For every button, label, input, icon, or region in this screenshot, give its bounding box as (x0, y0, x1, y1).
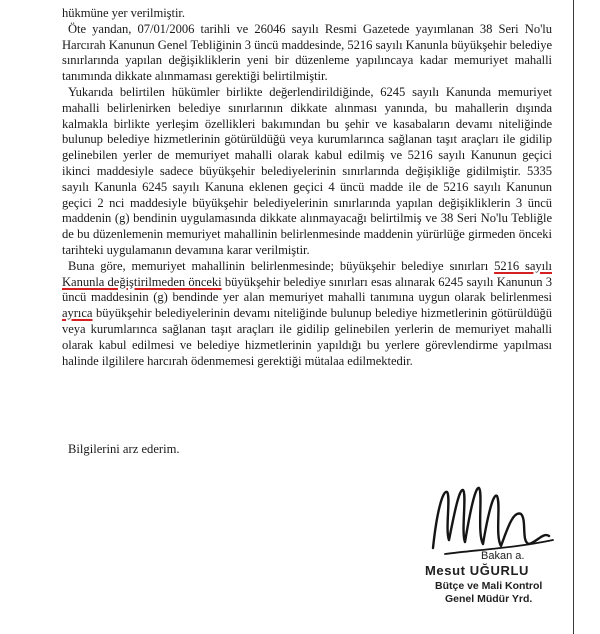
document-body (62, 6, 552, 369)
paragraph-2: Öte yandan, 07/01/2006 tarihli ve 26046 sayılı Resmi Gazetede yayımlanan 38 Seri No'lu Harcırah Kanunun Genel Tebliğinin 3 üncü maddesinde, 5216 sayılı Kanunla büyükşehir belediye sınırlarında yapılan değişikliklerin yeni bir düzenleme yapılıncaya kadar memuriyet mahalli tanımında dikkate alınmaması gerektiği belirtilmiştir. (62, 21, 552, 84)
highlighted-phrase-1: 5216 sayılı Kanunla değiştirilmeden önceki (62, 258, 552, 289)
signature-title: Bakan a. (481, 550, 525, 562)
signatory-role-line-1: Bütçe ve Mali Kontrol (435, 580, 543, 592)
closing-line: Bilgilerini arz ederim. (68, 442, 180, 456)
signature-block (425, 470, 585, 620)
highlighted-phrase-2: ayrıca (62, 306, 93, 321)
paragraph-4-mid: büyükşehir belediye sınırları esas alınarak 6245 sayılı Kanunun 3 üncü maddesinin (g) bendinde yer alan memuriyet mahalli tanımına uygun olarak belirlenmesi (62, 274, 553, 305)
signatory-name: Mesut UĞURLU (425, 563, 529, 578)
paragraph-4-tail: büyükşehir belediyelerinin devamı niteliğinde bulunup belediye hizmetlerinin götürüldüğü veya kurumlarınca sağlanan taşıt araçları ile gidilip gelinebilen yerlerin de memuriyet mahalli olarak kabul edilmesi ve belediye hizmetlerinin yapıldığı bu yerlere görevlendirme yapılması halinde ilgililere harcırah ödenmemesi gerektiği mütalaa edilmektedir. (62, 306, 552, 368)
paragraph-4-lead: Buna göre, memuriyet mahallinin belirlenmesinde; büyükşehir belediye sınırları (68, 258, 495, 273)
paragraph-1: hükmüne yer verilmiştir. (62, 6, 185, 20)
signatory-role-line-2: Genel Müdür Yrd. (445, 593, 533, 605)
paragraph-4 (62, 259, 552, 370)
paragraph-3: Yukarıda belirtilen hükümler birlikte değerlendirildiğinde, 6245 sayılı Kanunda memuriyet mahalli belirlenirken belediye sınırlarının dikkate alınması yanında, bu mahallerin dışında kalmakla birlikte yerleşim özellikleri bakımından bu şehir ve kasabaların devamı niteliğinde bulunup belediye hizmetlerinin götürüldüğü veya kurumlarınca sağlanan taşıt araçları ile gidilip gelinebilen yerler de memuriyet mahalli olarak kabul edilmiş ve 5216 sayılı Kanunun geçici ikinci maddesiyle sadece büyükşehir belediyelerinin sınırlarında değişikliğe gidilmiştir. 5335 sayılı Kanunla 6245 sayılı Kanuna eklenen geçici 4 üncü madde ile de 5216 sayılı Kanunun geçici 2 nci maddesiyle büyükşehir belediyelerinin sınırlarında yapılan değişikliklerin 3 üncü maddenin (g) bendinin uygulamasında dikkate alınmayacağı belirtilmiş ve 38 Seri No'lu Tebliğle de bu düzenlemenin memuriyet mahallinin belirlenmesinde maddenin yürürlüğe girmeden önceki tarihteki uygulamanın devamına karar verilmiştir. (62, 84, 552, 257)
